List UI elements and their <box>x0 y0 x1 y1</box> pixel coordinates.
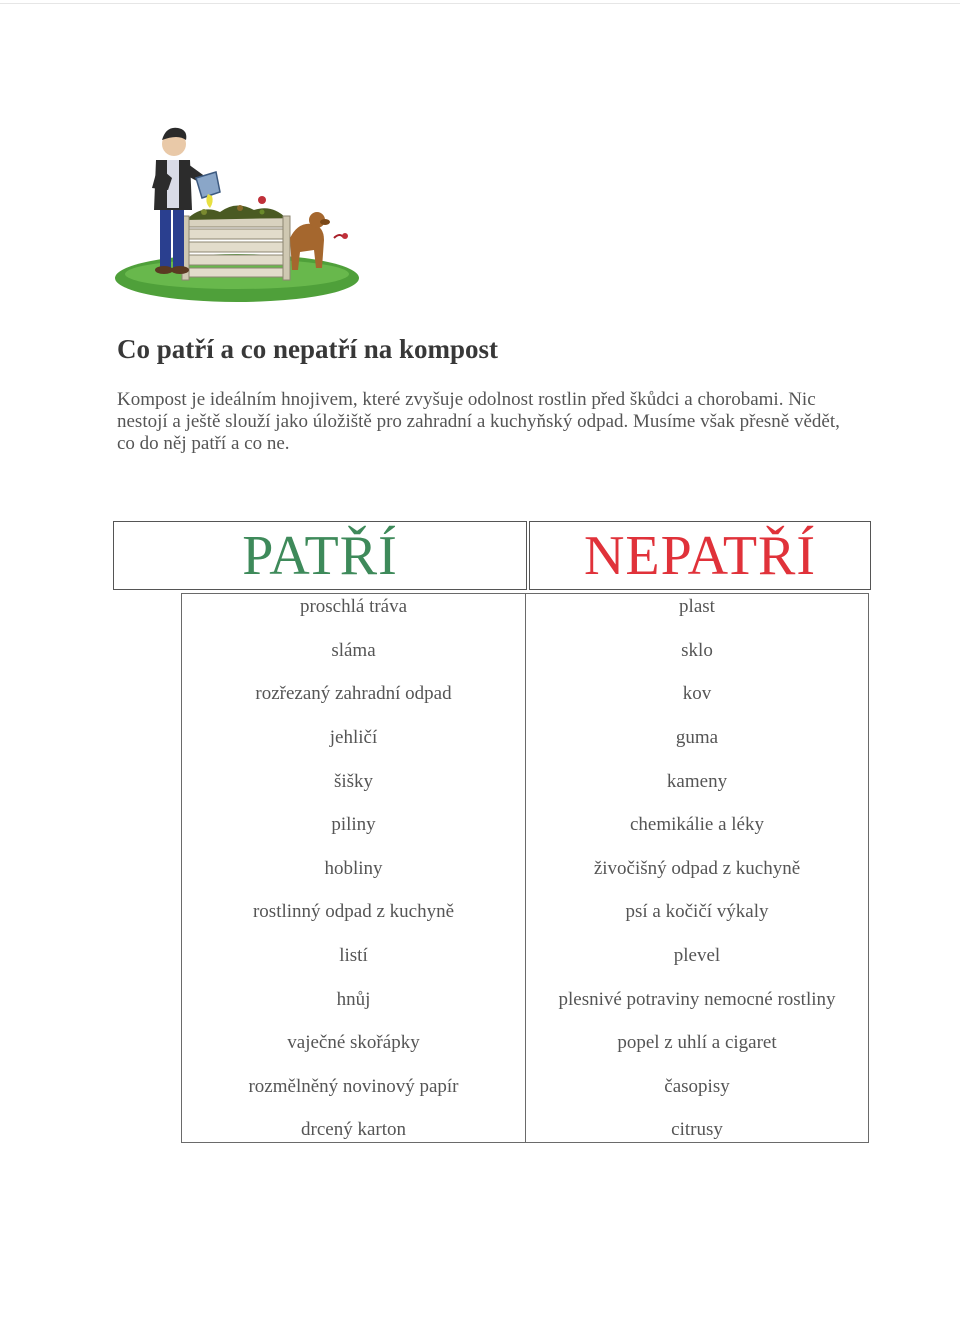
list-item: citrusy <box>671 1119 723 1140</box>
list-item: guma <box>675 727 719 748</box>
list-item: šišky <box>333 771 374 792</box>
list-item: kameny <box>666 771 728 792</box>
compost-gardener-illustration <box>112 118 362 308</box>
list-item: jehličí <box>329 727 378 748</box>
list-item: plevel <box>673 945 721 966</box>
list-item: rozmělněný novinový papír <box>248 1076 459 1097</box>
list-item: vaječné skořápky <box>287 1032 420 1053</box>
list-item: plesnivé potraviny nemocné rostliny <box>558 989 836 1010</box>
list-item: sklo <box>681 640 713 661</box>
list-item: proschlá tráva <box>299 596 408 617</box>
not-belongs-list <box>526 593 869 1143</box>
page-title: Co patří a co nepatří na kompost <box>117 334 499 364</box>
list-item: živočišný odpad z kuchyně <box>593 858 801 879</box>
list-item: rozřezaný zahradní odpad <box>255 683 452 704</box>
scan-edge-line <box>0 3 960 4</box>
list-item: rostlinný odpad z kuchyně <box>252 901 455 922</box>
belongs-list <box>181 593 526 1143</box>
list-item: plast <box>679 596 715 617</box>
list-item: chemikálie a léky <box>630 814 764 835</box>
list-item: drcený karton <box>301 1119 406 1140</box>
list-item: hobliny <box>324 858 383 879</box>
list-item: sláma <box>331 640 376 661</box>
list-item: hnůj <box>336 989 371 1010</box>
list-item: časopisy <box>664 1076 730 1097</box>
list-item: piliny <box>331 814 376 835</box>
list-item: psí a kočičí výkaly <box>625 901 769 922</box>
belongs-heading: PATŘÍ <box>113 521 527 590</box>
list-item: listí <box>339 945 368 966</box>
list-item: popel z uhlí a cigaret <box>617 1032 777 1053</box>
not-belongs-heading: NEPATŘÍ <box>529 521 871 590</box>
intro-paragraph: Kompost je ideálním hnojivem, které zvyšuje odolnost rostlin před škůdci a chorobami. Nic nestojí a ještě slouží jako úložiště pro zahradní a kuchyňský odpad. Musíme však přesně vědět, co do něj patří a co ne. <box>117 389 840 454</box>
list-item: kov <box>682 683 712 704</box>
